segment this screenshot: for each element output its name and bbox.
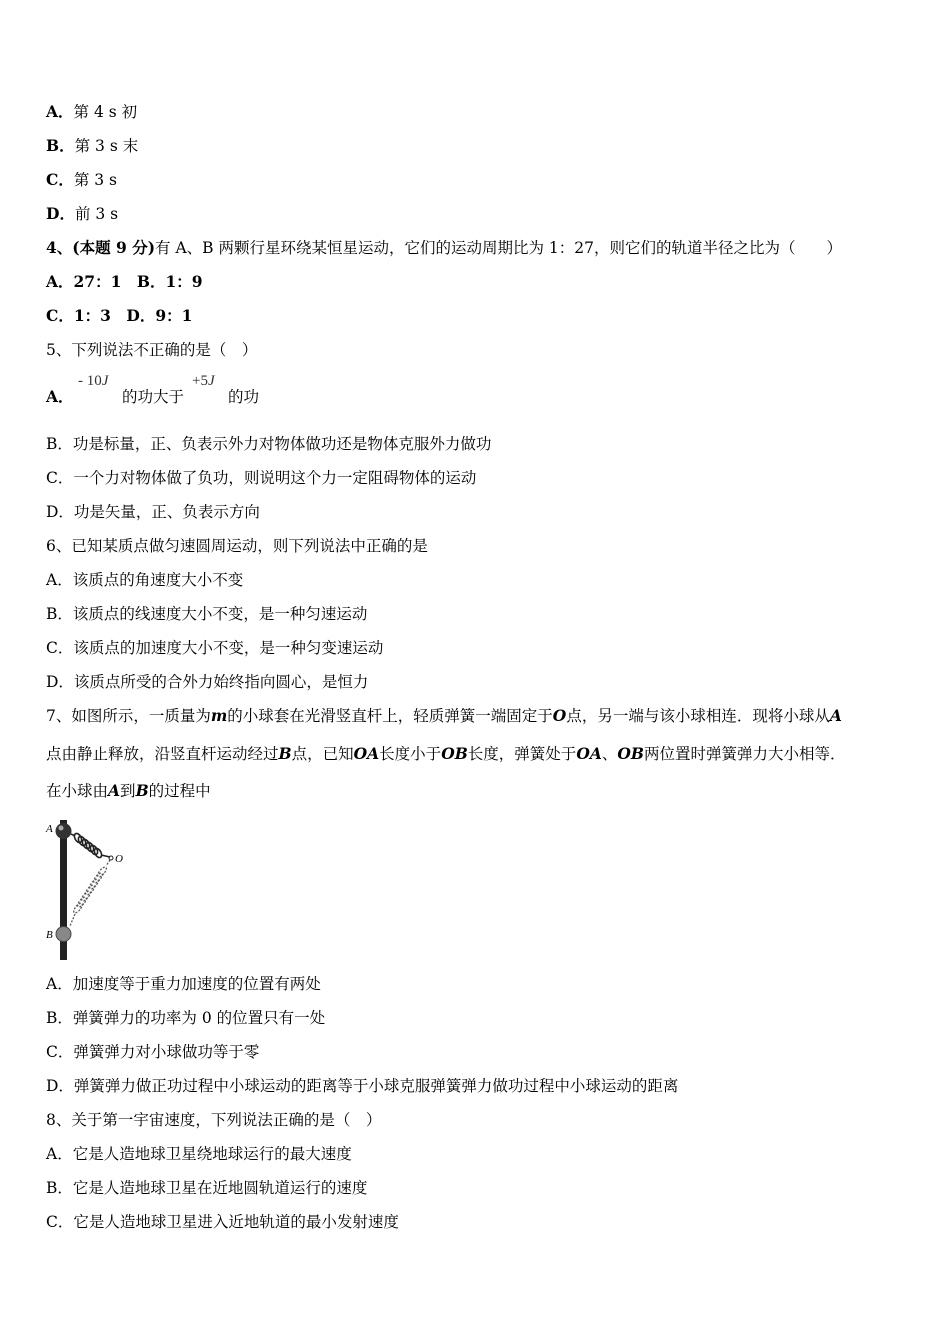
q7-stem-line3: 在小球由A到B的过程中 [46,781,211,800]
ball-highlight [59,826,64,831]
q3-option-b: B．第 3 s 末 [46,136,139,155]
q5-a-mid-text: 的功大于 [122,388,185,406]
q7-stem-line1: 7、如图所示，一质量为m的小球套在光滑竖直杆上，轻质弹簧一端固定于O点，另一端与该小球相连．现将小球从A [46,706,842,725]
q5-option-c: C．一个力对物体做了负功，则说明这个力一定阻碍物体的运动 [46,469,477,487]
q5-a-end-text: 的功 [228,388,260,406]
q8-stem: 8、关于第一宇宙速度，下列说法正确的是（ ） [46,1111,382,1129]
q6-option-d: D．该质点所受的合外力始终指向圆心，是恒力 [46,673,369,691]
spring-rod-figure [44,816,134,966]
q6-option-b: B．该质点的线速度大小不变，是一种匀速运动 [46,605,368,623]
q3-option-c: C．第 3 s [46,170,118,189]
q8-option-c: C．它是人造地球卫星进入近地轨道的最小发射速度 [46,1213,399,1231]
fixed-point-o [109,856,113,860]
fig-label-b: B [46,929,53,941]
q6-stem: 6、已知某质点做匀速圆周运动，则下列说法中正确的是 [46,537,428,555]
q3-option-a: A．第 4 s 初 [46,102,138,121]
spring-ob [70,860,110,926]
q7-stem-line2: 点由静止释放，沿竖直杆运动经过B点，已知OA长度小于OB长度，弹簧处于OA、OB两位置时弹簧弹力大小相等． [46,744,846,763]
q3-option-d: D．前 3 s [46,204,119,223]
q5-a-plus5j: +5J [192,373,215,389]
q5-stem: 5、下列说法不正确的是（ ） [46,341,258,359]
q7-option-d: D．弹簧弹力做正功过程中小球运动的距离等于小球克服弹簧弹力做功过程中小球运动的距离 [46,1077,679,1095]
ball-at-b [56,927,71,942]
q4-options-cd: C．1：3 D．9：1 [46,306,193,325]
fig-label-o: O [115,853,123,865]
q5-option-d: D．功是矢量，正、负表示方向 [46,503,260,521]
q5-a-minus10j: - 10J [78,373,109,389]
q8-option-a: A．它是人造地球卫星绕地球运行的最大速度 [46,1145,352,1163]
spring-ao [71,832,110,859]
q4-stem: 4、(本题 9 分)有 A、B 两颗行星环绕某恒星运动，它们的运动周期比为 1：27，则它们的轨道半径之比为（ ） [46,238,842,257]
fig-label-a: A [46,823,53,835]
q4-options-ab: A．27：1 B．1：9 [46,272,203,291]
q7-option-a: A．加速度等于重力加速度的位置有两处 [46,975,321,993]
q5-option-a: A． [46,387,74,406]
q7-option-c: C．弹簧弹力对小球做功等于零 [46,1043,260,1061]
q8-option-b: B．它是人造地球卫星在近地圆轨道运行的速度 [46,1179,368,1197]
ball-at-a [56,823,72,839]
q6-option-a: A．该质点的角速度大小不变 [46,571,244,589]
q7-option-b: B．弹簧弹力的功率为 0 的位置只有一处 [46,1009,326,1027]
q6-option-c: C．该质点的加速度大小不变，是一种匀变速运动 [46,639,384,657]
q5-option-b: B．功是标量，正、负表示外力对物体做功还是物体克服外力做功 [46,435,492,453]
